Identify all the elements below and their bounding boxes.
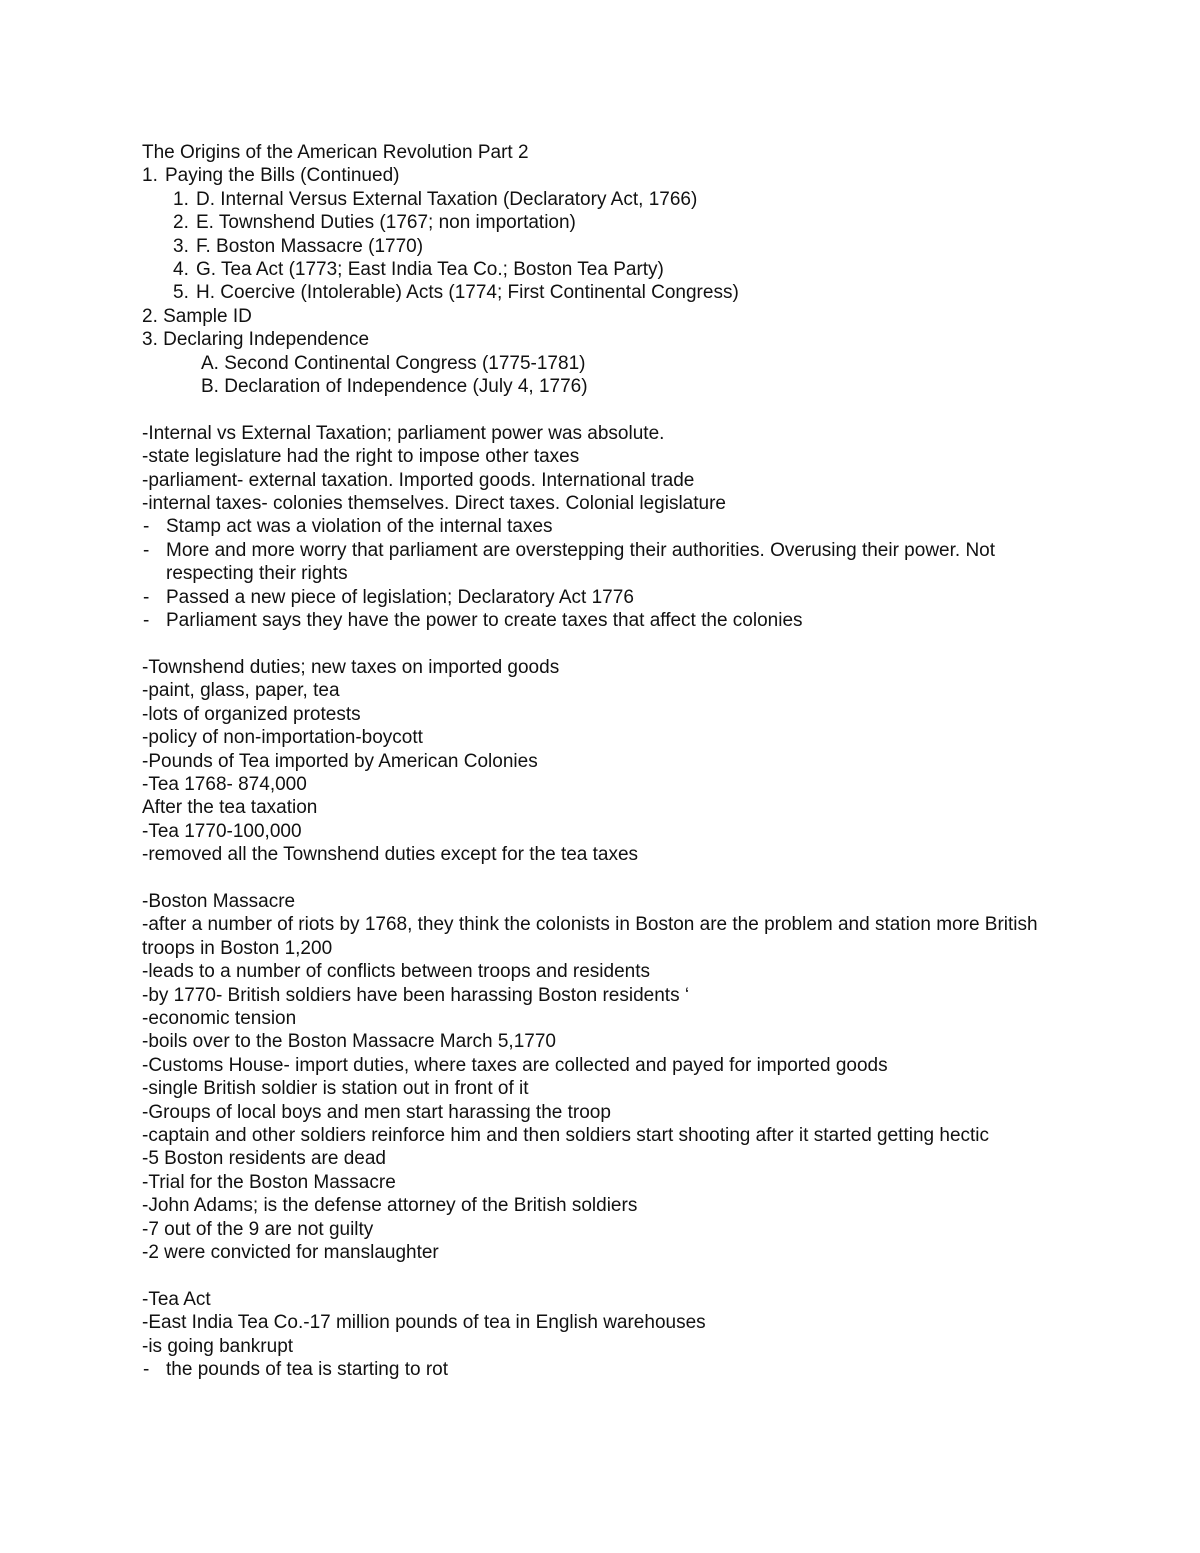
note-line: -Boston Massacre [142, 890, 296, 912]
note-line: -2 were convicted for manslaughter [142, 1242, 439, 1264]
outline-text: F. Boston Massacre (1770) [196, 235, 424, 257]
outline-text: Paying the Bills (Continued) [165, 165, 400, 187]
note-line: -Internal vs External Taxation; parliament power was absolute. [142, 422, 665, 444]
outline-number: 1. [173, 188, 189, 210]
outline-number: 2. [173, 212, 189, 234]
note-line: -internal taxes- colonies themselves. Direct taxes. Colonial legislature [142, 493, 726, 515]
bullet-dash: - [143, 1359, 150, 1381]
outline-number: 1. [142, 165, 158, 187]
bullet-text: More and more worry that parliament are overstepping their authorities. Overusing their power. Not respecting their rights [166, 539, 996, 585]
bullet-text: Parliament says they have the power to create taxes that affect the colonies [166, 610, 803, 632]
outline-text: G. Tea Act (1773; East India Tea Co.; Boston Tea Party) [196, 259, 664, 281]
outline-text: H. Coercive (Intolerable) Acts (1774; First Continental Congress) [196, 282, 739, 304]
outline-number: 3. [173, 235, 189, 257]
note-line: -Groups of local boys and men start harassing the troop [142, 1101, 611, 1123]
outline-subitem [142, 281, 1142, 304]
note-line: -parliament- external taxation. Imported goods. International trade [142, 469, 695, 491]
bullet-item [142, 539, 1142, 586]
note-line: -single British soldier is station out in front of it [142, 1078, 529, 1100]
bullet-dash: - [143, 586, 150, 608]
note-line: After the tea taxation [142, 797, 318, 819]
note-line: -East India Tea Co.-17 million pounds of tea in English warehouses [142, 1312, 706, 1334]
note-line: -economic tension [142, 1007, 297, 1029]
note-line: -lots of organized protests [142, 703, 361, 725]
outline-item-1 [142, 164, 1142, 187]
outline-subitem [142, 235, 1142, 258]
note-line: -boils over to the Boston Massacre March 5,1770 [142, 1031, 556, 1053]
bullet-dash: - [143, 610, 150, 632]
document-page [142, 141, 1142, 1381]
note-line: -leads to a number of conflicts between troops and residents [142, 961, 651, 983]
bullet-item [142, 1358, 1142, 1381]
note-line: -7 out of the 9 are not guilty [142, 1218, 374, 1240]
outline-item-3: 3. Declaring Independence [142, 329, 370, 351]
note-line: -paint, glass, paper, tea [142, 680, 340, 702]
note-line: -captain and other soldiers reinforce him and then soldiers start shooting after it started getting hectic [142, 1125, 990, 1147]
note-line: -Trial for the Boston Massacre [142, 1171, 396, 1193]
note-line: -policy of non-importation-boycott [142, 727, 423, 749]
bullet-text: the pounds of tea is starting to rot [166, 1359, 449, 1381]
outline-item-2: 2. Sample ID [142, 305, 252, 327]
note-line: -after a number of riots by 1768, they think the colonists in Boston are the problem and station more British troops in Boston 1,200 [142, 914, 1038, 959]
outline-text: D. Internal Versus External Taxation (Declaratory Act, 1766) [196, 188, 698, 210]
outline-text: E. Townshend Duties (1767; non importation) [196, 212, 576, 234]
note-line: -Pounds of Tea imported by American Colonies [142, 750, 538, 772]
bullet-item [142, 586, 1142, 609]
note-line: -Tea 1770-100,000 [142, 820, 302, 842]
outline-subitem: A. Second Continental Congress (1775-1781) [201, 352, 586, 374]
spacer [142, 867, 1142, 890]
outline-number: 4. [173, 259, 189, 281]
outline-subitem [142, 188, 1142, 211]
outline-subitem [142, 211, 1142, 234]
note-line: -removed all the Townshend duties except for the tea taxes [142, 844, 639, 866]
note-line: -Tea 1768- 874,000 [142, 773, 307, 795]
note-line: -Customs House- import duties, where taxes are collected and payed for imported goods [142, 1054, 888, 1076]
bullet-text: Stamp act was a violation of the internal taxes [166, 516, 553, 538]
note-line: -is going bankrupt [142, 1335, 294, 1357]
bullet-item [142, 609, 1142, 632]
note-line: -state legislature had the right to impose other taxes [142, 446, 580, 468]
note-line: -5 Boston residents are dead [142, 1148, 386, 1170]
spacer [142, 1264, 1142, 1287]
bullet-dash: - [143, 516, 150, 538]
outline-subitem: B. Declaration of Independence (July 4, 1776) [201, 376, 588, 398]
outline-number: 5. [173, 282, 189, 304]
note-line: -John Adams; is the defense attorney of the British soldiers [142, 1195, 638, 1217]
note-line: -Tea Act [142, 1288, 211, 1310]
spacer [142, 633, 1142, 656]
page-title: The Origins of the American Revolution Part 2 [142, 142, 529, 163]
note-line: -by 1770- British soldiers have been harassing Boston residents ‘ [142, 984, 690, 1006]
spacer [142, 398, 1142, 421]
bullet-text: Passed a new piece of legislation; Declaratory Act 1776 [166, 586, 634, 608]
bullet-dash: - [143, 539, 150, 561]
outline-subitem [142, 258, 1142, 281]
note-line: -Townshend duties; new taxes on imported goods [142, 656, 560, 678]
bullet-item [142, 515, 1142, 538]
